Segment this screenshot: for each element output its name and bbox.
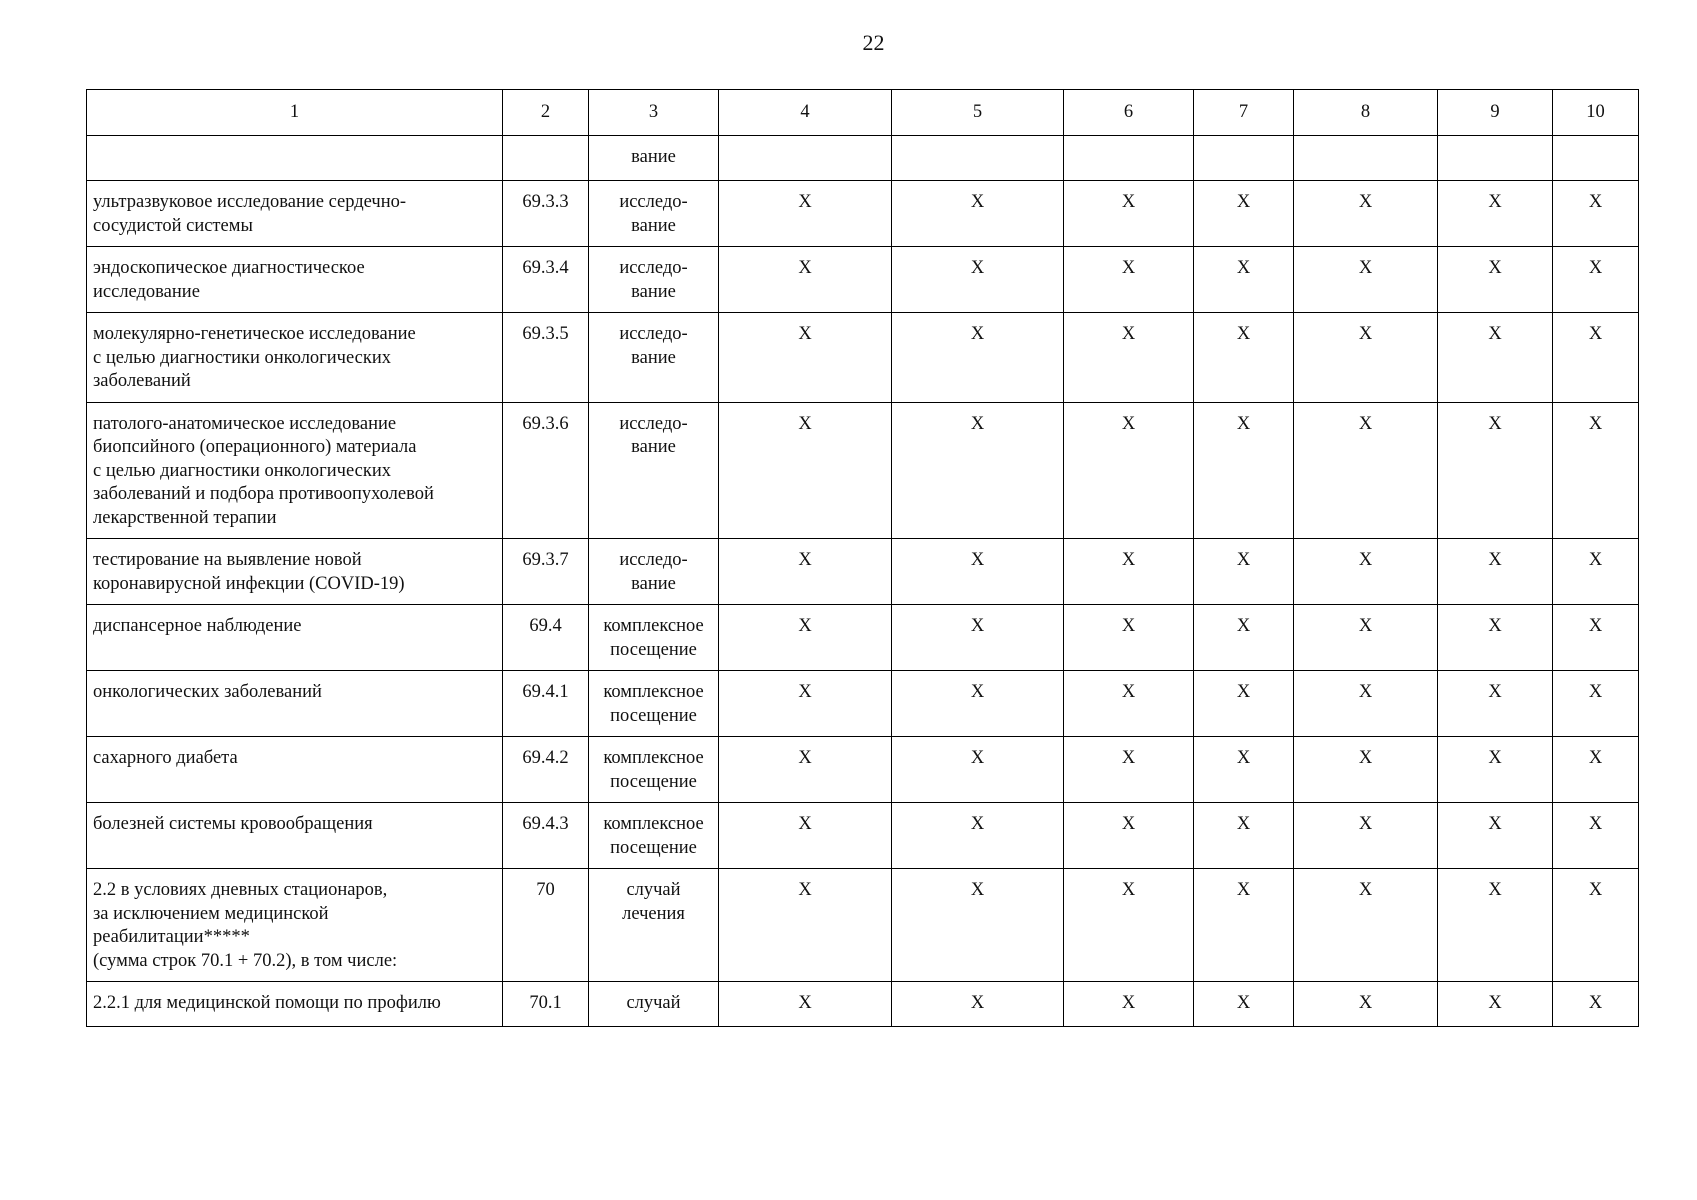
row-value-cell: Х [892, 869, 1064, 982]
page-number: 22 [862, 30, 885, 55]
row-value-cell: Х [1294, 869, 1438, 982]
row-value-cell: Х [1553, 803, 1639, 869]
row-name-cell: сахарного диабета [87, 737, 503, 803]
table-row [87, 605, 1639, 671]
column-number-cell: 8 [1294, 90, 1438, 136]
row-value-cell: Х [1294, 737, 1438, 803]
column-number-row [87, 90, 1639, 136]
row-value-cell [1294, 136, 1438, 181]
row-value-cell: Х [1194, 869, 1294, 982]
row-value-cell: Х [892, 982, 1064, 1027]
row-value-cell: Х [892, 539, 1064, 605]
column-number-cell: 1 [87, 90, 503, 136]
row-value-cell: Х [1194, 982, 1294, 1027]
data-table [86, 89, 1639, 1027]
row-value-cell: Х [1438, 181, 1553, 247]
row-value-cell: Х [1064, 803, 1194, 869]
row-name-cell: молекулярно-генетическое исследование с целью диагностики онкологических заболеваний [87, 313, 503, 403]
row-value-cell: Х [719, 869, 892, 982]
row-unit-cell: исследо- вание [589, 247, 719, 313]
row-value-cell: Х [1294, 247, 1438, 313]
row-unit-cell: комплексное посещение [589, 671, 719, 737]
row-unit-cell: комплексное посещение [589, 737, 719, 803]
row-unit-cell: случай [589, 982, 719, 1027]
row-value-cell: Х [1064, 247, 1194, 313]
row-name-cell: ультразвуковое исследование сердечно- сосудистой системы [87, 181, 503, 247]
table-row [87, 982, 1639, 1027]
row-name-cell: онкологических заболеваний [87, 671, 503, 737]
row-value-cell: Х [1064, 671, 1194, 737]
row-value-cell: Х [719, 982, 892, 1027]
row-code-cell: 70.1 [503, 982, 589, 1027]
row-unit-cell: исследо- вание [589, 313, 719, 403]
row-value-cell: Х [1438, 539, 1553, 605]
row-name-cell: 2.2.1 для медицинской помощи по профилю [87, 982, 503, 1027]
row-value-cell: Х [1194, 402, 1294, 539]
row-value-cell: Х [1294, 539, 1438, 605]
column-number-cell: 3 [589, 90, 719, 136]
column-number-cell: 5 [892, 90, 1064, 136]
row-value-cell [719, 136, 892, 181]
row-value-cell: Х [719, 605, 892, 671]
row-value-cell: Х [1064, 869, 1194, 982]
row-value-cell: Х [892, 402, 1064, 539]
row-name-cell: эндоскопическое диагностическое исследование [87, 247, 503, 313]
row-value-cell: Х [892, 605, 1064, 671]
row-value-cell: Х [1294, 671, 1438, 737]
column-number-cell: 2 [503, 90, 589, 136]
row-name-cell: болезней системы кровообращения [87, 803, 503, 869]
row-value-cell: Х [1064, 402, 1194, 539]
table-row [87, 247, 1639, 313]
row-value-cell [892, 136, 1064, 181]
row-code-cell [503, 136, 589, 181]
row-value-cell: Х [1194, 605, 1294, 671]
row-value-cell [1553, 136, 1639, 181]
row-code-cell: 69.3.5 [503, 313, 589, 403]
row-value-cell: Х [719, 539, 892, 605]
row-value-cell: Х [1553, 181, 1639, 247]
row-value-cell: Х [1294, 181, 1438, 247]
row-value-cell: Х [719, 737, 892, 803]
row-name-cell: тестирование на выявление новой коронавирусной инфекции (COVID-19) [87, 539, 503, 605]
row-code-cell: 69.3.3 [503, 181, 589, 247]
table-row [87, 313, 1639, 403]
row-value-cell: Х [1294, 605, 1438, 671]
table-row [87, 181, 1639, 247]
row-value-cell: Х [1553, 313, 1639, 403]
row-value-cell [1064, 136, 1194, 181]
row-name-cell: патолого-анатомическое исследование биопсийного (операционного) материала с целью диагностики онкологических заболеваний и подбора противоопухолевой лекарственной терапии [87, 402, 503, 539]
row-value-cell: Х [1194, 181, 1294, 247]
row-unit-cell: исследо- вание [589, 181, 719, 247]
table-row [87, 539, 1639, 605]
row-value-cell: Х [892, 671, 1064, 737]
row-value-cell: Х [892, 181, 1064, 247]
row-value-cell: Х [719, 402, 892, 539]
row-value-cell: Х [1438, 402, 1553, 539]
row-value-cell: Х [719, 247, 892, 313]
row-unit-cell: вание [589, 136, 719, 181]
row-value-cell: Х [1438, 247, 1553, 313]
row-value-cell: Х [1438, 313, 1553, 403]
row-value-cell: Х [1553, 982, 1639, 1027]
row-value-cell: Х [1194, 313, 1294, 403]
row-value-cell: Х [1064, 181, 1194, 247]
row-value-cell: Х [1438, 605, 1553, 671]
row-value-cell: Х [1438, 869, 1553, 982]
row-code-cell: 69.4.2 [503, 737, 589, 803]
row-value-cell: Х [1064, 605, 1194, 671]
row-value-cell: Х [892, 803, 1064, 869]
table-row [87, 869, 1639, 982]
row-unit-cell: комплексное посещение [589, 605, 719, 671]
row-value-cell: Х [1064, 313, 1194, 403]
row-value-cell: Х [1194, 671, 1294, 737]
table-row [87, 803, 1639, 869]
table-row [87, 737, 1639, 803]
row-value-cell: Х [1553, 605, 1639, 671]
row-value-cell: Х [892, 313, 1064, 403]
row-value-cell: Х [1438, 982, 1553, 1027]
row-value-cell: Х [1064, 982, 1194, 1027]
row-value-cell: Х [892, 247, 1064, 313]
row-value-cell: Х [1194, 737, 1294, 803]
row-value-cell: Х [1553, 247, 1639, 313]
row-value-cell: Х [1294, 402, 1438, 539]
row-value-cell [1194, 136, 1294, 181]
row-code-cell: 69.4.3 [503, 803, 589, 869]
row-value-cell: Х [719, 181, 892, 247]
row-value-cell: Х [1438, 803, 1553, 869]
row-code-cell: 69.3.7 [503, 539, 589, 605]
row-value-cell: Х [719, 803, 892, 869]
row-name-cell [87, 136, 503, 181]
row-value-cell: Х [1294, 803, 1438, 869]
row-code-cell: 69.3.4 [503, 247, 589, 313]
row-value-cell: Х [1438, 737, 1553, 803]
table-row [87, 671, 1639, 737]
row-value-cell: Х [1194, 247, 1294, 313]
row-value-cell: Х [1553, 671, 1639, 737]
row-value-cell [1438, 136, 1553, 181]
row-value-cell: Х [1294, 313, 1438, 403]
table-body [87, 90, 1639, 1027]
row-unit-cell: исследо- вание [589, 402, 719, 539]
row-unit-cell: комплексное посещение [589, 803, 719, 869]
column-number-cell: 7 [1194, 90, 1294, 136]
row-value-cell: Х [1194, 539, 1294, 605]
row-unit-cell: исследо- вание [589, 539, 719, 605]
row-value-cell: Х [719, 313, 892, 403]
row-code-cell: 70 [503, 869, 589, 982]
row-name-cell: диспансерное наблюдение [87, 605, 503, 671]
row-code-cell: 69.3.6 [503, 402, 589, 539]
row-value-cell: Х [1064, 737, 1194, 803]
table-row [87, 136, 1639, 181]
column-number-cell: 10 [1553, 90, 1639, 136]
row-value-cell: Х [1194, 803, 1294, 869]
row-unit-cell: случай лечения [589, 869, 719, 982]
row-value-cell: Х [1438, 671, 1553, 737]
row-value-cell: Х [1553, 539, 1639, 605]
column-number-cell: 4 [719, 90, 892, 136]
row-value-cell: Х [1553, 402, 1639, 539]
row-code-cell: 69.4.1 [503, 671, 589, 737]
column-number-cell: 6 [1064, 90, 1194, 136]
table-row [87, 402, 1639, 539]
row-value-cell: Х [1064, 539, 1194, 605]
row-code-cell: 69.4 [503, 605, 589, 671]
column-number-cell: 9 [1438, 90, 1553, 136]
row-value-cell: Х [1553, 869, 1639, 982]
row-value-cell: Х [719, 671, 892, 737]
row-name-cell: 2.2 в условиях дневных стационаров, за исключением медицинской реабилитации***** (сумма строк 70.1 + 70.2), в том числе: [87, 869, 503, 982]
row-value-cell: Х [1294, 982, 1438, 1027]
row-value-cell: Х [1553, 737, 1639, 803]
row-value-cell: Х [892, 737, 1064, 803]
